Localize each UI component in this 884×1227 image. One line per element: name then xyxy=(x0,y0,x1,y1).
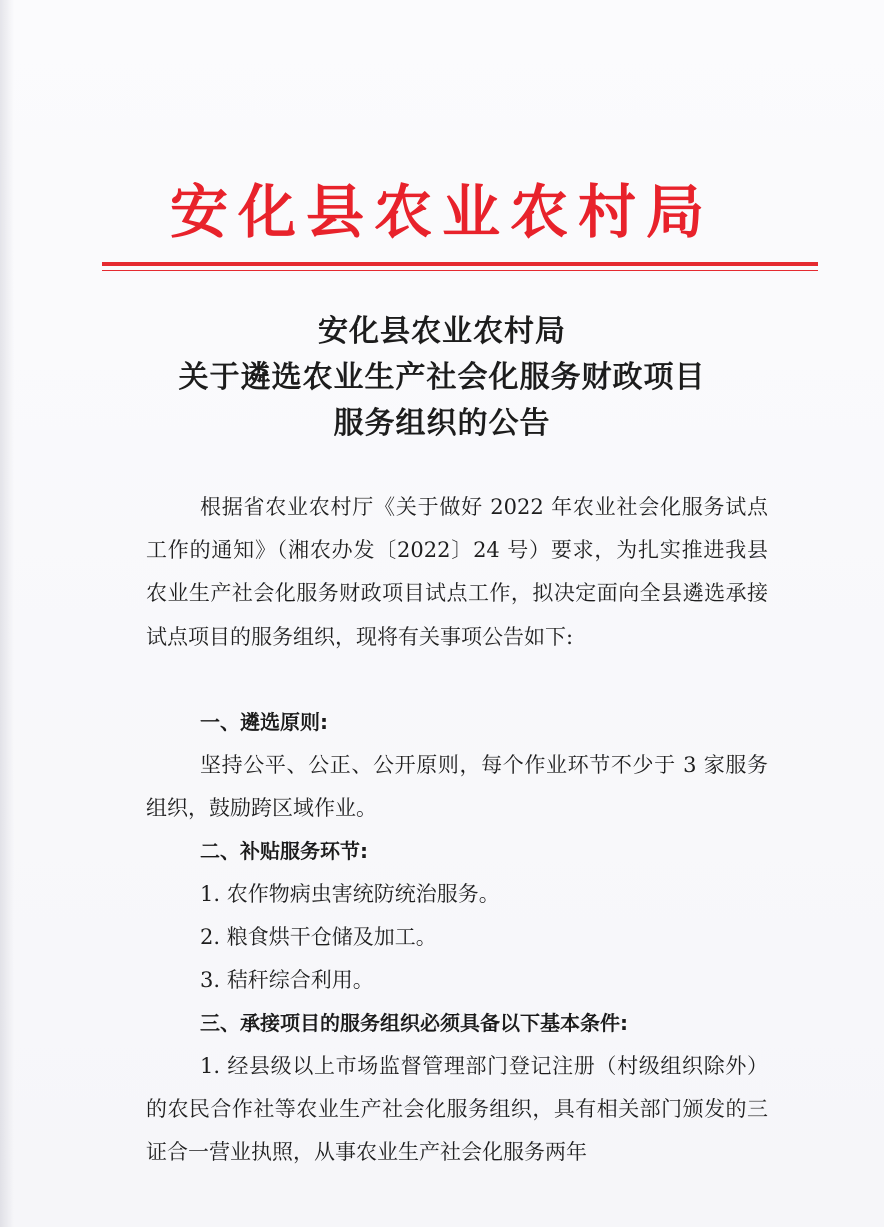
letterhead-rule-thick xyxy=(102,262,818,266)
section-2-item-3: 3. 秸秆综合利用。 xyxy=(200,968,374,992)
section-2-item-2: 2. 粮食烘干仓储及加工。 xyxy=(200,925,437,949)
section-2-item-1: 1. 农作物病虫害统防统治服务。 xyxy=(200,882,500,906)
document-title-line-2: 关于遴选农业生产社会化服务财政项目 xyxy=(178,360,706,395)
section-1-heading: 一、遴选原则: xyxy=(200,710,328,734)
intro-paragraph: 根据省农业农村厅《关于做好 2022 年农业社会化服务试点工作的通知》（湘农办发〔2022〕24 号）要求，为扎实推进我县农业生产社会化服务财政项目试点工作，拟决定面向全县遴选承接试点项目的服务组织，现将有关事项公告如下: xyxy=(146,495,768,649)
letterhead-title: 安化县农业农村局 xyxy=(169,178,714,246)
document-title-line-1: 安化县农业农村局 xyxy=(318,314,566,349)
section-1-text: 坚持公平、公正、公开原则，每个作业环节不少于 3 家服务组织，鼓励跨区域作业。 xyxy=(146,753,768,821)
section-3-text: 1. 经县级以上市场监督管理部门登记注册（村级组织除外）的农民合作社等农业生产社会化服务组织，具有相关部门颁发的三证合一营业执照，从事农业生产社会化服务两年 xyxy=(146,1054,768,1165)
document-title-line-3: 服务组织的公告 xyxy=(333,406,551,441)
section-3-heading: 三、承接项目的服务组织必须具备以下基本条件: xyxy=(200,1011,628,1035)
letterhead-rule-thin xyxy=(102,270,818,271)
section-2-heading: 二、补贴服务环节: xyxy=(200,839,368,863)
bleed-through-texture xyxy=(130,150,750,170)
